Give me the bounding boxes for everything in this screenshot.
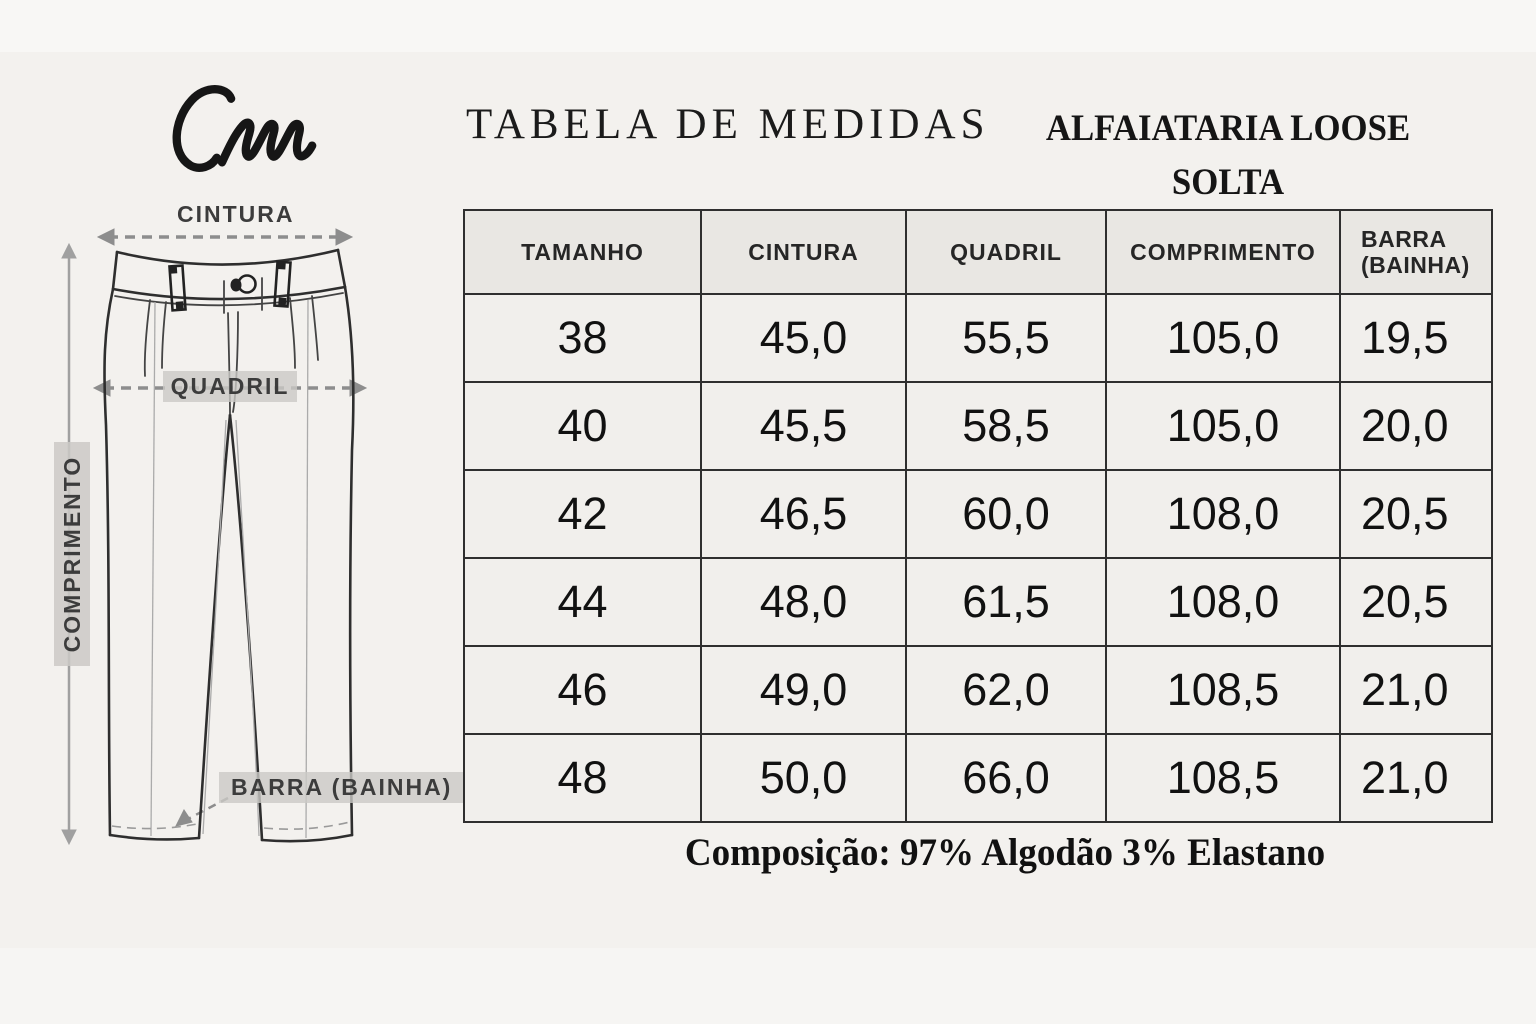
- cell-length: 108,5: [1106, 734, 1340, 822]
- cell-hem: 20,5: [1340, 470, 1492, 558]
- header-comprimento: COMPRIMENTO: [1106, 210, 1340, 294]
- cell-hip: 61,5: [906, 558, 1106, 646]
- cell-length: 108,0: [1106, 558, 1340, 646]
- product-subtitle: [1002, 102, 1453, 210]
- hem-label: BARRA (BAINHA): [219, 772, 464, 803]
- cell-length: 105,0: [1106, 294, 1340, 382]
- composition-text: Composição: 97% Algodão 3% Elastano: [684, 831, 1326, 874]
- cell-waist: 49,0: [701, 646, 906, 734]
- cell-hem: 20,5: [1340, 558, 1492, 646]
- cell-size: 38: [464, 294, 701, 382]
- cell-size: 48: [464, 734, 701, 822]
- subtitle-line-1: ALFAIATARIA LOOSE: [1045, 108, 1411, 149]
- page-title: TABELA DE MEDIDAS: [466, 101, 990, 148]
- cell-hip: 66,0: [906, 734, 1106, 822]
- hip-label: QUADRIL: [163, 371, 297, 402]
- subtitle-line-2: SOLTA: [1171, 162, 1285, 203]
- cell-hem: 21,0: [1340, 734, 1492, 822]
- cell-length: 108,5: [1106, 646, 1340, 734]
- cell-hem: 19,5: [1340, 294, 1492, 382]
- table-row: [464, 382, 1492, 470]
- header-barra-line2: (BAINHA): [1361, 252, 1470, 278]
- cell-size: 44: [464, 558, 701, 646]
- cell-length: 105,0: [1106, 382, 1340, 470]
- button-icon: [231, 276, 256, 293]
- cell-waist: 50,0: [701, 734, 906, 822]
- header-quadril: QUADRIL: [906, 210, 1106, 294]
- table-row: [464, 294, 1492, 382]
- length-label: COMPRIMENTO: [54, 442, 90, 666]
- table-row: [464, 558, 1492, 646]
- table-row: [464, 646, 1492, 734]
- table-row: [464, 470, 1492, 558]
- size-table: [463, 209, 1493, 823]
- waist-label: CINTURA: [177, 201, 295, 227]
- cell-hip: 62,0: [906, 646, 1106, 734]
- cell-waist: 45,5: [701, 382, 906, 470]
- header-barra-line1: BARRA: [1361, 226, 1447, 252]
- table-row: [464, 734, 1492, 822]
- cell-hip: 60,0: [906, 470, 1106, 558]
- cell-hem: 21,0: [1340, 646, 1492, 734]
- header-tamanho: TAMANHO: [464, 210, 701, 294]
- cell-waist: 46,5: [701, 470, 906, 558]
- cell-hip: 58,5: [906, 382, 1106, 470]
- cell-size: 46: [464, 646, 701, 734]
- cell-hip: 55,5: [906, 294, 1106, 382]
- cell-size: 42: [464, 470, 701, 558]
- cell-length: 108,0: [1106, 470, 1340, 558]
- cell-waist: 45,0: [701, 294, 906, 382]
- table-header-row: [464, 210, 1492, 294]
- cell-hem: 20,0: [1340, 382, 1492, 470]
- cell-waist: 48,0: [701, 558, 906, 646]
- cell-size: 40: [464, 382, 701, 470]
- waist-arrow-line: [98, 229, 352, 245]
- header-barra-bainha: [1340, 210, 1492, 294]
- header-cintura: CINTURA: [701, 210, 906, 294]
